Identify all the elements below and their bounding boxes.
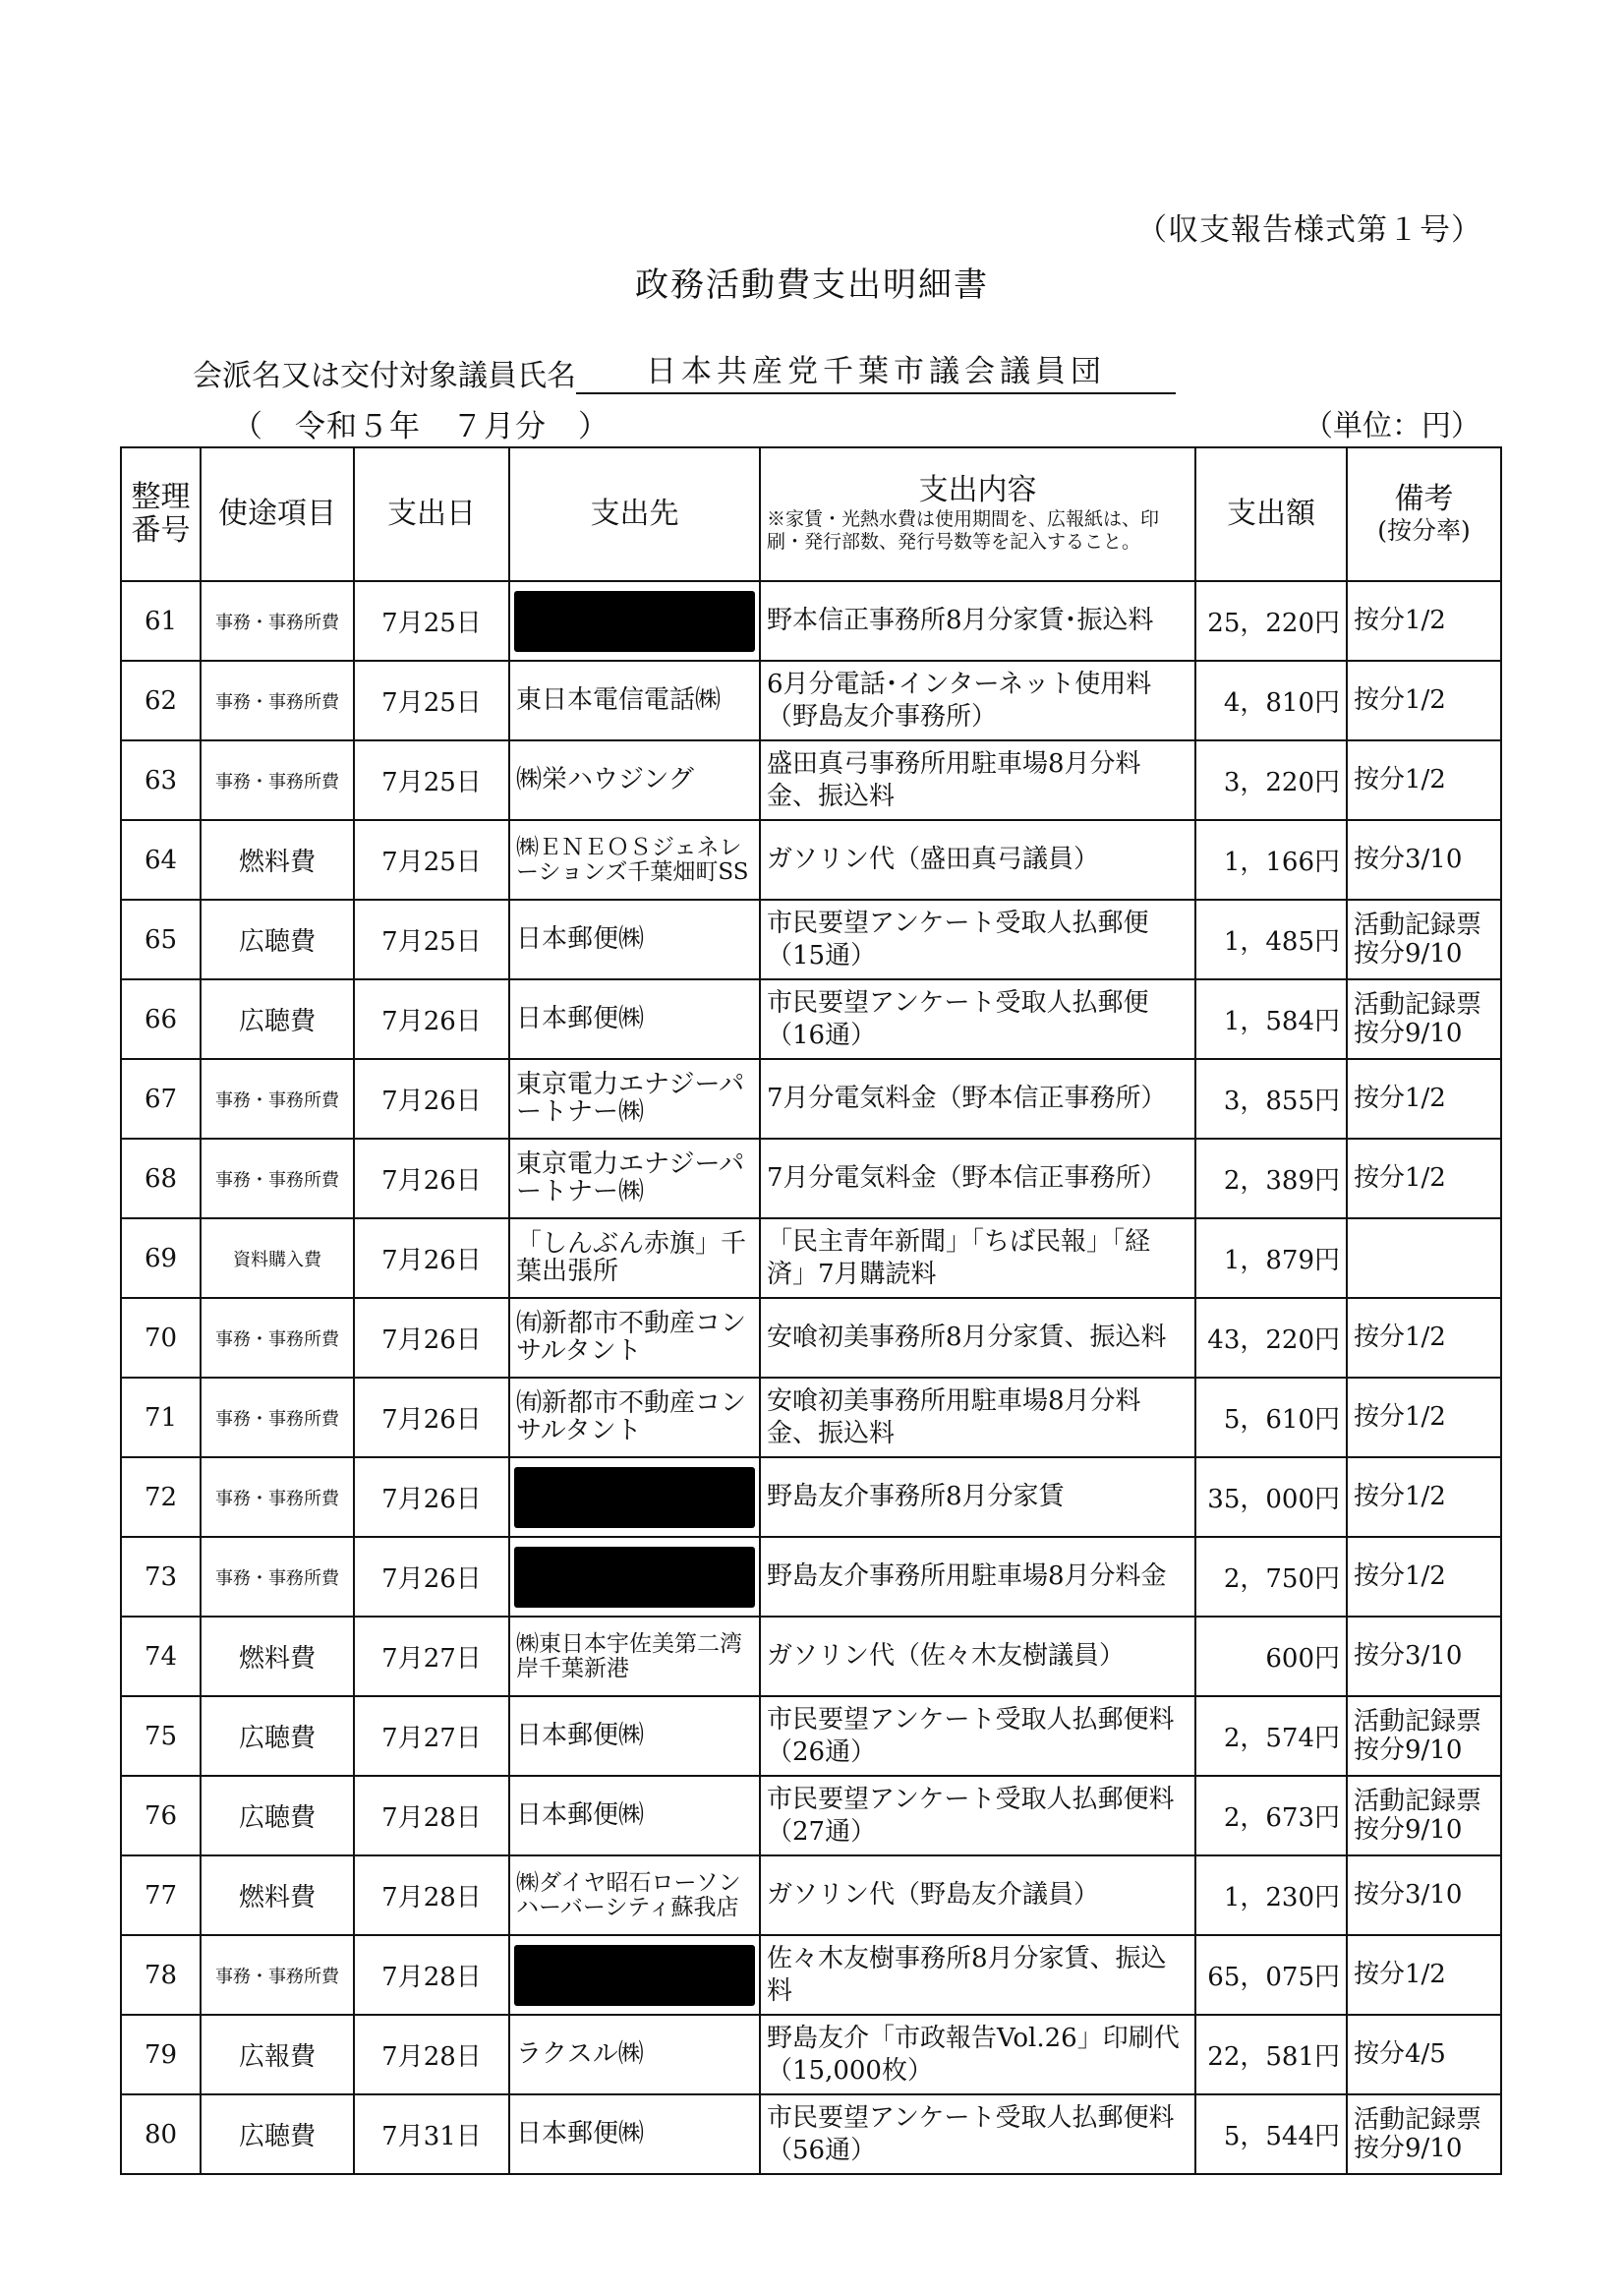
entry-date: 7月26日 bbox=[354, 1298, 509, 1378]
entry-remarks: 按分1/2 bbox=[1347, 581, 1501, 661]
table-row bbox=[121, 2015, 1501, 2094]
entry-amount: 65，075円 bbox=[1195, 1935, 1347, 2015]
entry-amount: 22，581円 bbox=[1195, 2015, 1347, 2094]
entry-number: 71 bbox=[121, 1378, 201, 1457]
entry-amount: 1，485円 bbox=[1195, 900, 1347, 979]
entry-description: 安喰初美事務所用駐車場8月分料金、振込料 bbox=[760, 1378, 1195, 1457]
entry-description: 市民要望アンケート受取人払郵便（15通） bbox=[760, 900, 1195, 979]
entry-payee: ㈱ＥＮＥＯＳジェネレーションズ千葉畑町SS bbox=[509, 820, 760, 900]
table-row bbox=[121, 1218, 1501, 1298]
redaction-block bbox=[514, 1547, 755, 1608]
entry-amount: 2，673円 bbox=[1195, 1776, 1347, 1855]
table-row bbox=[121, 979, 1501, 1059]
entry-description: 7月分電気料金（野本信正事務所） bbox=[760, 1059, 1195, 1139]
entry-payee: 東日本電信電話㈱ bbox=[509, 661, 760, 740]
entry-amount: 5，544円 bbox=[1195, 2094, 1347, 2174]
entry-remarks: 活動記録票 按分9/10 bbox=[1347, 900, 1501, 979]
col-description-header bbox=[760, 447, 1195, 581]
entry-category: 資料購入費 bbox=[201, 1218, 354, 1298]
entry-date: 7月27日 bbox=[354, 1696, 509, 1776]
entry-date: 7月25日 bbox=[354, 740, 509, 820]
entry-number: 66 bbox=[121, 979, 201, 1059]
col-payee-header: 支出先 bbox=[509, 447, 760, 581]
entry-amount: 4，810円 bbox=[1195, 661, 1347, 740]
entry-amount: 5，610円 bbox=[1195, 1378, 1347, 1457]
entry-category: 広聴費 bbox=[201, 979, 354, 1059]
entry-remarks: 按分1/2 bbox=[1347, 1298, 1501, 1378]
entry-remarks: 按分3/10 bbox=[1347, 1855, 1501, 1935]
entry-number: 73 bbox=[121, 1537, 201, 1617]
entry-description: 野本信正事務所8月分家賃･振込料 bbox=[760, 581, 1195, 661]
entry-date: 7月26日 bbox=[354, 1378, 509, 1457]
entry-remarks: 活動記録票 按分9/10 bbox=[1347, 1696, 1501, 1776]
entry-date: 7月31日 bbox=[354, 2094, 509, 2174]
entry-payee bbox=[509, 1537, 760, 1617]
entry-amount: 1，166円 bbox=[1195, 820, 1347, 900]
entry-category: 事務・事務所費 bbox=[201, 1457, 354, 1537]
document-title: 政務活動費支出明細書 bbox=[635, 265, 989, 305]
entry-amount: 2，750円 bbox=[1195, 1537, 1347, 1617]
entry-date: 7月26日 bbox=[354, 1059, 509, 1139]
entry-remarks: 按分1/2 bbox=[1347, 1378, 1501, 1457]
table-row bbox=[121, 2094, 1501, 2174]
entry-number: 69 bbox=[121, 1218, 201, 1298]
entry-number: 74 bbox=[121, 1617, 201, 1696]
entry-category: 事務・事務所費 bbox=[201, 740, 354, 820]
entry-remarks: 按分1/2 bbox=[1347, 1059, 1501, 1139]
entry-category: 広聴費 bbox=[201, 900, 354, 979]
entry-number: 77 bbox=[121, 1855, 201, 1935]
entry-number: 75 bbox=[121, 1696, 201, 1776]
entry-payee: 日本郵便㈱ bbox=[509, 1776, 760, 1855]
unit-label: （単位：円） bbox=[1304, 409, 1480, 443]
entry-payee: ㈱栄ハウジング bbox=[509, 740, 760, 820]
entry-category: 事務・事務所費 bbox=[201, 1378, 354, 1457]
entry-number: 68 bbox=[121, 1139, 201, 1218]
remarks-header-label: 備考 bbox=[1394, 482, 1454, 517]
entry-amount: 43，220円 bbox=[1195, 1298, 1347, 1378]
entry-payee: 日本郵便㈱ bbox=[509, 1696, 760, 1776]
table-row bbox=[121, 661, 1501, 740]
entry-remarks: 活動記録票 按分9/10 bbox=[1347, 1776, 1501, 1855]
col-amount-header: 支出額 bbox=[1195, 447, 1347, 581]
table-row bbox=[121, 1776, 1501, 1855]
entry-remarks: 活動記録票 按分9/10 bbox=[1347, 2094, 1501, 2174]
entry-remarks: 按分1/2 bbox=[1347, 1139, 1501, 1218]
entry-category: 広聴費 bbox=[201, 2094, 354, 2174]
entry-date: 7月28日 bbox=[354, 1935, 509, 2015]
report-period: （ 令和５年 ７月分 ） bbox=[232, 409, 609, 444]
entry-date: 7月28日 bbox=[354, 1855, 509, 1935]
entry-date: 7月26日 bbox=[354, 1139, 509, 1218]
entry-amount: 1，584円 bbox=[1195, 979, 1347, 1059]
entry-description: 盛田真弓事務所用駐車場8月分料金、振込料 bbox=[760, 740, 1195, 820]
entry-description: 6月分電話･インターネット使用料（野島友介事務所） bbox=[760, 661, 1195, 740]
entry-amount: 2，574円 bbox=[1195, 1696, 1347, 1776]
entry-amount: 35，000円 bbox=[1195, 1457, 1347, 1537]
entry-description: 野島友介「市政報告Vol.26」印刷代（15,000枚） bbox=[760, 2015, 1195, 2094]
entry-category: 事務・事務所費 bbox=[201, 661, 354, 740]
entry-description: 市民要望アンケート受取人払郵便料（26通） bbox=[760, 1696, 1195, 1776]
entry-category: 広聴費 bbox=[201, 1776, 354, 1855]
entry-date: 7月26日 bbox=[354, 1457, 509, 1537]
entry-payee: ㈱ダイヤ昭石ローソンハーバーシティ蘇我店 bbox=[509, 1855, 760, 1935]
table-row bbox=[121, 1378, 1501, 1457]
entry-number: 79 bbox=[121, 2015, 201, 2094]
col-number-header: 整理番号 bbox=[121, 447, 201, 581]
entry-number: 78 bbox=[121, 1935, 201, 2015]
entry-payee: ラクスル㈱ bbox=[509, 2015, 760, 2094]
entry-number: 63 bbox=[121, 740, 201, 820]
entry-payee: 東京電力エナジーパートナー㈱ bbox=[509, 1139, 760, 1218]
entry-number: 72 bbox=[121, 1457, 201, 1537]
entry-payee bbox=[509, 1935, 760, 2015]
entry-description: 「民主青年新聞」「ちば民報」「経済」7月購読料 bbox=[760, 1218, 1195, 1298]
entry-category: 事務・事務所費 bbox=[201, 1298, 354, 1378]
entry-amount: 3，855円 bbox=[1195, 1059, 1347, 1139]
entry-date: 7月26日 bbox=[354, 979, 509, 1059]
table-row bbox=[121, 1139, 1501, 1218]
entry-payee bbox=[509, 581, 760, 661]
entry-number: 61 bbox=[121, 581, 201, 661]
redaction-block bbox=[514, 591, 755, 652]
entry-date: 7月26日 bbox=[354, 1537, 509, 1617]
entry-description: 佐々木友樹事務所8月分家賃、振込料 bbox=[760, 1935, 1195, 2015]
form-label: （収支報告様式第１号） bbox=[1136, 212, 1482, 248]
description-header-label: 支出内容 bbox=[918, 473, 1037, 507]
entry-number: 65 bbox=[121, 900, 201, 979]
entry-category: 事務・事務所費 bbox=[201, 1537, 354, 1617]
entry-amount: 1，230円 bbox=[1195, 1855, 1347, 1935]
table-row bbox=[121, 1298, 1501, 1378]
expense-table bbox=[120, 446, 1502, 2175]
table-row bbox=[121, 1617, 1501, 1696]
entry-number: 76 bbox=[121, 1776, 201, 1855]
entry-date: 7月25日 bbox=[354, 661, 509, 740]
entry-payee: 日本郵便㈱ bbox=[509, 900, 760, 979]
expense-table-body bbox=[121, 581, 1501, 2174]
table-row bbox=[121, 1537, 1501, 1617]
entry-number: 70 bbox=[121, 1298, 201, 1378]
table-row bbox=[121, 1696, 1501, 1776]
header-row bbox=[121, 447, 1501, 581]
party-name: 日本共産党千葉市議会議員団 bbox=[576, 346, 1176, 394]
entry-date: 7月28日 bbox=[354, 1776, 509, 1855]
entry-remarks bbox=[1347, 1218, 1501, 1298]
entry-category: 事務・事務所費 bbox=[201, 1935, 354, 2015]
table-row bbox=[121, 900, 1501, 979]
entry-date: 7月27日 bbox=[354, 1617, 509, 1696]
entry-description: ガソリン代（盛田真弓議員） bbox=[760, 820, 1195, 900]
entry-date: 7月26日 bbox=[354, 1218, 509, 1298]
entry-number: 64 bbox=[121, 820, 201, 900]
entry-remarks: 按分1/2 bbox=[1347, 1935, 1501, 2015]
entry-remarks: 按分1/2 bbox=[1347, 740, 1501, 820]
entry-description: 市民要望アンケート受取人払郵便料（56通） bbox=[760, 2094, 1195, 2174]
entry-payee: ㈲新都市不動産コンサルタント bbox=[509, 1378, 760, 1457]
entry-date: 7月25日 bbox=[354, 820, 509, 900]
entry-payee: 日本郵便㈱ bbox=[509, 979, 760, 1059]
entry-category: 事務・事務所費 bbox=[201, 1139, 354, 1218]
entry-description: 野島友介事務所用駐車場8月分料金 bbox=[760, 1537, 1195, 1617]
table-row bbox=[121, 1059, 1501, 1139]
table-row bbox=[121, 1855, 1501, 1935]
table-row bbox=[121, 740, 1501, 820]
table-row bbox=[121, 1935, 1501, 2015]
entry-remarks: 按分3/10 bbox=[1347, 1617, 1501, 1696]
entry-description: 安喰初美事務所8月分家賃、振込料 bbox=[760, 1298, 1195, 1378]
party-line bbox=[193, 346, 1176, 394]
entry-payee: ㈲新都市不動産コンサルタント bbox=[509, 1298, 760, 1378]
entry-category: 燃料費 bbox=[201, 820, 354, 900]
redaction-block bbox=[514, 1467, 755, 1528]
entry-description: 市民要望アンケート受取人払郵便料（27通） bbox=[760, 1776, 1195, 1855]
entry-remarks: 按分1/2 bbox=[1347, 1537, 1501, 1617]
entry-date: 7月25日 bbox=[354, 581, 509, 661]
description-header-note: ※家賃・光熱水費は使用期間を、広報紙は、印刷・発行部数、発行号数等を記入すること。 bbox=[767, 507, 1160, 554]
entry-category: 広聴費 bbox=[201, 1696, 354, 1776]
entry-description: 市民要望アンケート受取人払郵便（16通） bbox=[760, 979, 1195, 1059]
col-category-header: 使途項目 bbox=[201, 447, 354, 581]
table-row bbox=[121, 1457, 1501, 1537]
col-remarks-header bbox=[1347, 447, 1501, 581]
party-label: 会派名又は交付対象議員氏名 bbox=[193, 359, 576, 393]
entry-payee: 「しんぶん赤旗」千葉出張所 bbox=[509, 1218, 760, 1298]
entry-number: 62 bbox=[121, 661, 201, 740]
entry-category: 広報費 bbox=[201, 2015, 354, 2094]
entry-amount: 600円 bbox=[1195, 1617, 1347, 1696]
entry-payee: 東京電力エナジーパートナー㈱ bbox=[509, 1059, 760, 1139]
entry-date: 7月25日 bbox=[354, 900, 509, 979]
entry-payee: 日本郵便㈱ bbox=[509, 2094, 760, 2174]
redaction-block bbox=[514, 1945, 755, 2006]
table-row bbox=[121, 820, 1501, 900]
entry-description: ガソリン代（佐々木友樹議員） bbox=[760, 1617, 1195, 1696]
entry-date: 7月28日 bbox=[354, 2015, 509, 2094]
col-date-header: 支出日 bbox=[354, 447, 509, 581]
entry-amount: 1，879円 bbox=[1195, 1218, 1347, 1298]
entry-category: 事務・事務所費 bbox=[201, 1059, 354, 1139]
entry-category: 燃料費 bbox=[201, 1855, 354, 1935]
entry-remarks: 按分3/10 bbox=[1347, 820, 1501, 900]
entry-remarks: 按分4/5 bbox=[1347, 2015, 1501, 2094]
entry-amount: 25，220円 bbox=[1195, 581, 1347, 661]
entry-description: 7月分電気料金（野本信正事務所） bbox=[760, 1139, 1195, 1218]
entry-remarks: 活動記録票 按分9/10 bbox=[1347, 979, 1501, 1059]
entry-number: 67 bbox=[121, 1059, 201, 1139]
entry-payee bbox=[509, 1457, 760, 1537]
entry-description: ガソリン代（野島友介議員） bbox=[760, 1855, 1195, 1935]
remarks-header-sub: (按分率) bbox=[1377, 515, 1471, 545]
entry-remarks: 按分1/2 bbox=[1347, 1457, 1501, 1537]
entry-category: 燃料費 bbox=[201, 1617, 354, 1696]
entry-description: 野島友介事務所8月分家賃 bbox=[760, 1457, 1195, 1537]
entry-payee: ㈱東日本宇佐美第二湾岸千葉新港 bbox=[509, 1617, 760, 1696]
entry-remarks: 按分1/2 bbox=[1347, 661, 1501, 740]
entry-amount: 3，220円 bbox=[1195, 740, 1347, 820]
entry-category: 事務・事務所費 bbox=[201, 581, 354, 661]
entry-amount: 2，389円 bbox=[1195, 1139, 1347, 1218]
entry-number: 80 bbox=[121, 2094, 201, 2174]
table-row bbox=[121, 581, 1501, 661]
